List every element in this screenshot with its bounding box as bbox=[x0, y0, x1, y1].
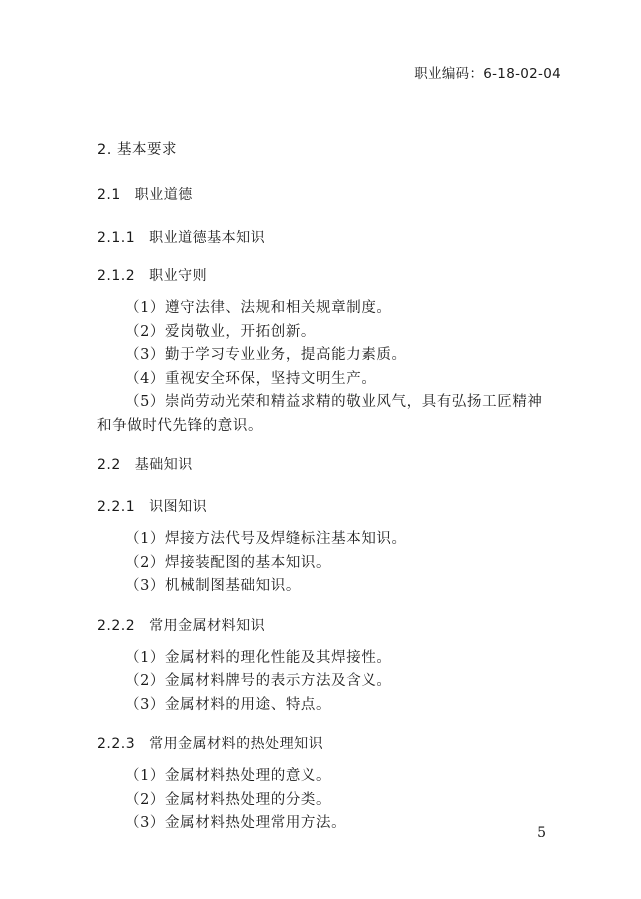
heading-2-1 bbox=[97, 184, 565, 204]
list-item: （2）金属材料牌号的表示方法及含义。 bbox=[125, 673, 392, 689]
list-item: （3）勤于学习专业业务，提高能力素质。 bbox=[125, 347, 407, 363]
occupation-code: 职业编码：6-18-02-04 bbox=[414, 66, 561, 82]
heading-number: 2.1 bbox=[97, 187, 121, 203]
heading-title: 职业守则 bbox=[149, 268, 208, 284]
drawing-knowledge-list bbox=[97, 528, 565, 599]
section-number: 2. bbox=[97, 142, 112, 158]
heading-2-2-3 bbox=[97, 733, 565, 753]
heading-number: 2.2.2 bbox=[97, 617, 136, 634]
list-item: （3）机械制图基础知识。 bbox=[125, 578, 301, 594]
heading-2-2 bbox=[97, 454, 565, 474]
heading-title: 职业道德基本知识 bbox=[149, 230, 266, 246]
list-item: （2）焊接装配图的基本知识。 bbox=[125, 554, 332, 571]
heat-treatment-list bbox=[97, 765, 565, 836]
heading-2-2-1 bbox=[97, 496, 565, 516]
list-item: （1）焊接方法代号及焊缝标注基本知识。 bbox=[125, 531, 407, 547]
heading-number: 2.1.2 bbox=[97, 268, 136, 284]
list-item-continuation: 和争做时代先锋的意识。 bbox=[97, 417, 264, 434]
heading-number: 2.1.1 bbox=[97, 230, 136, 246]
list-item: （2）爱岗敬业，开拓创新。 bbox=[125, 323, 317, 340]
section-heading-2 bbox=[97, 138, 565, 159]
list-item: （1）金属材料热处理的意义。 bbox=[125, 768, 332, 784]
list-item: （3）金属材料的用途、特点。 bbox=[125, 696, 332, 713]
heading-number: 2.2.3 bbox=[97, 736, 136, 752]
list-item: （5）崇尚劳动光荣和精益求精的敬业风气，具有弘扬工匠精神 bbox=[125, 394, 543, 410]
heading-number: 2.2 bbox=[97, 457, 121, 473]
page-number: 5 bbox=[537, 825, 546, 841]
code-of-conduct-list bbox=[97, 297, 565, 438]
list-item: （2）金属材料热处理的分类。 bbox=[125, 791, 332, 808]
page-content bbox=[97, 138, 565, 836]
list-item: （4）重视安全环保，坚持文明生产。 bbox=[125, 370, 377, 387]
heading-title: 常用金属材料知识 bbox=[149, 617, 266, 634]
list-item: （1）金属材料的理化性能及其焊接性。 bbox=[125, 649, 392, 666]
list-item: （1）遵守法律、法规和相关规章制度。 bbox=[125, 300, 392, 316]
heading-2-1-2 bbox=[97, 265, 565, 285]
heading-number: 2.2.1 bbox=[97, 499, 136, 515]
heading-2-2-2 bbox=[97, 615, 565, 635]
heading-2-1-1 bbox=[97, 227, 565, 247]
heading-title: 职业道德 bbox=[134, 187, 193, 203]
heading-title: 常用金属材料的热处理知识 bbox=[149, 736, 324, 752]
metal-materials-list bbox=[97, 647, 565, 718]
section-title: 基本要求 bbox=[116, 142, 177, 158]
heading-title: 识图知识 bbox=[149, 499, 208, 515]
list-item: （3）金属材料热处理常用方法。 bbox=[125, 815, 347, 831]
heading-title: 基础知识 bbox=[134, 457, 193, 473]
